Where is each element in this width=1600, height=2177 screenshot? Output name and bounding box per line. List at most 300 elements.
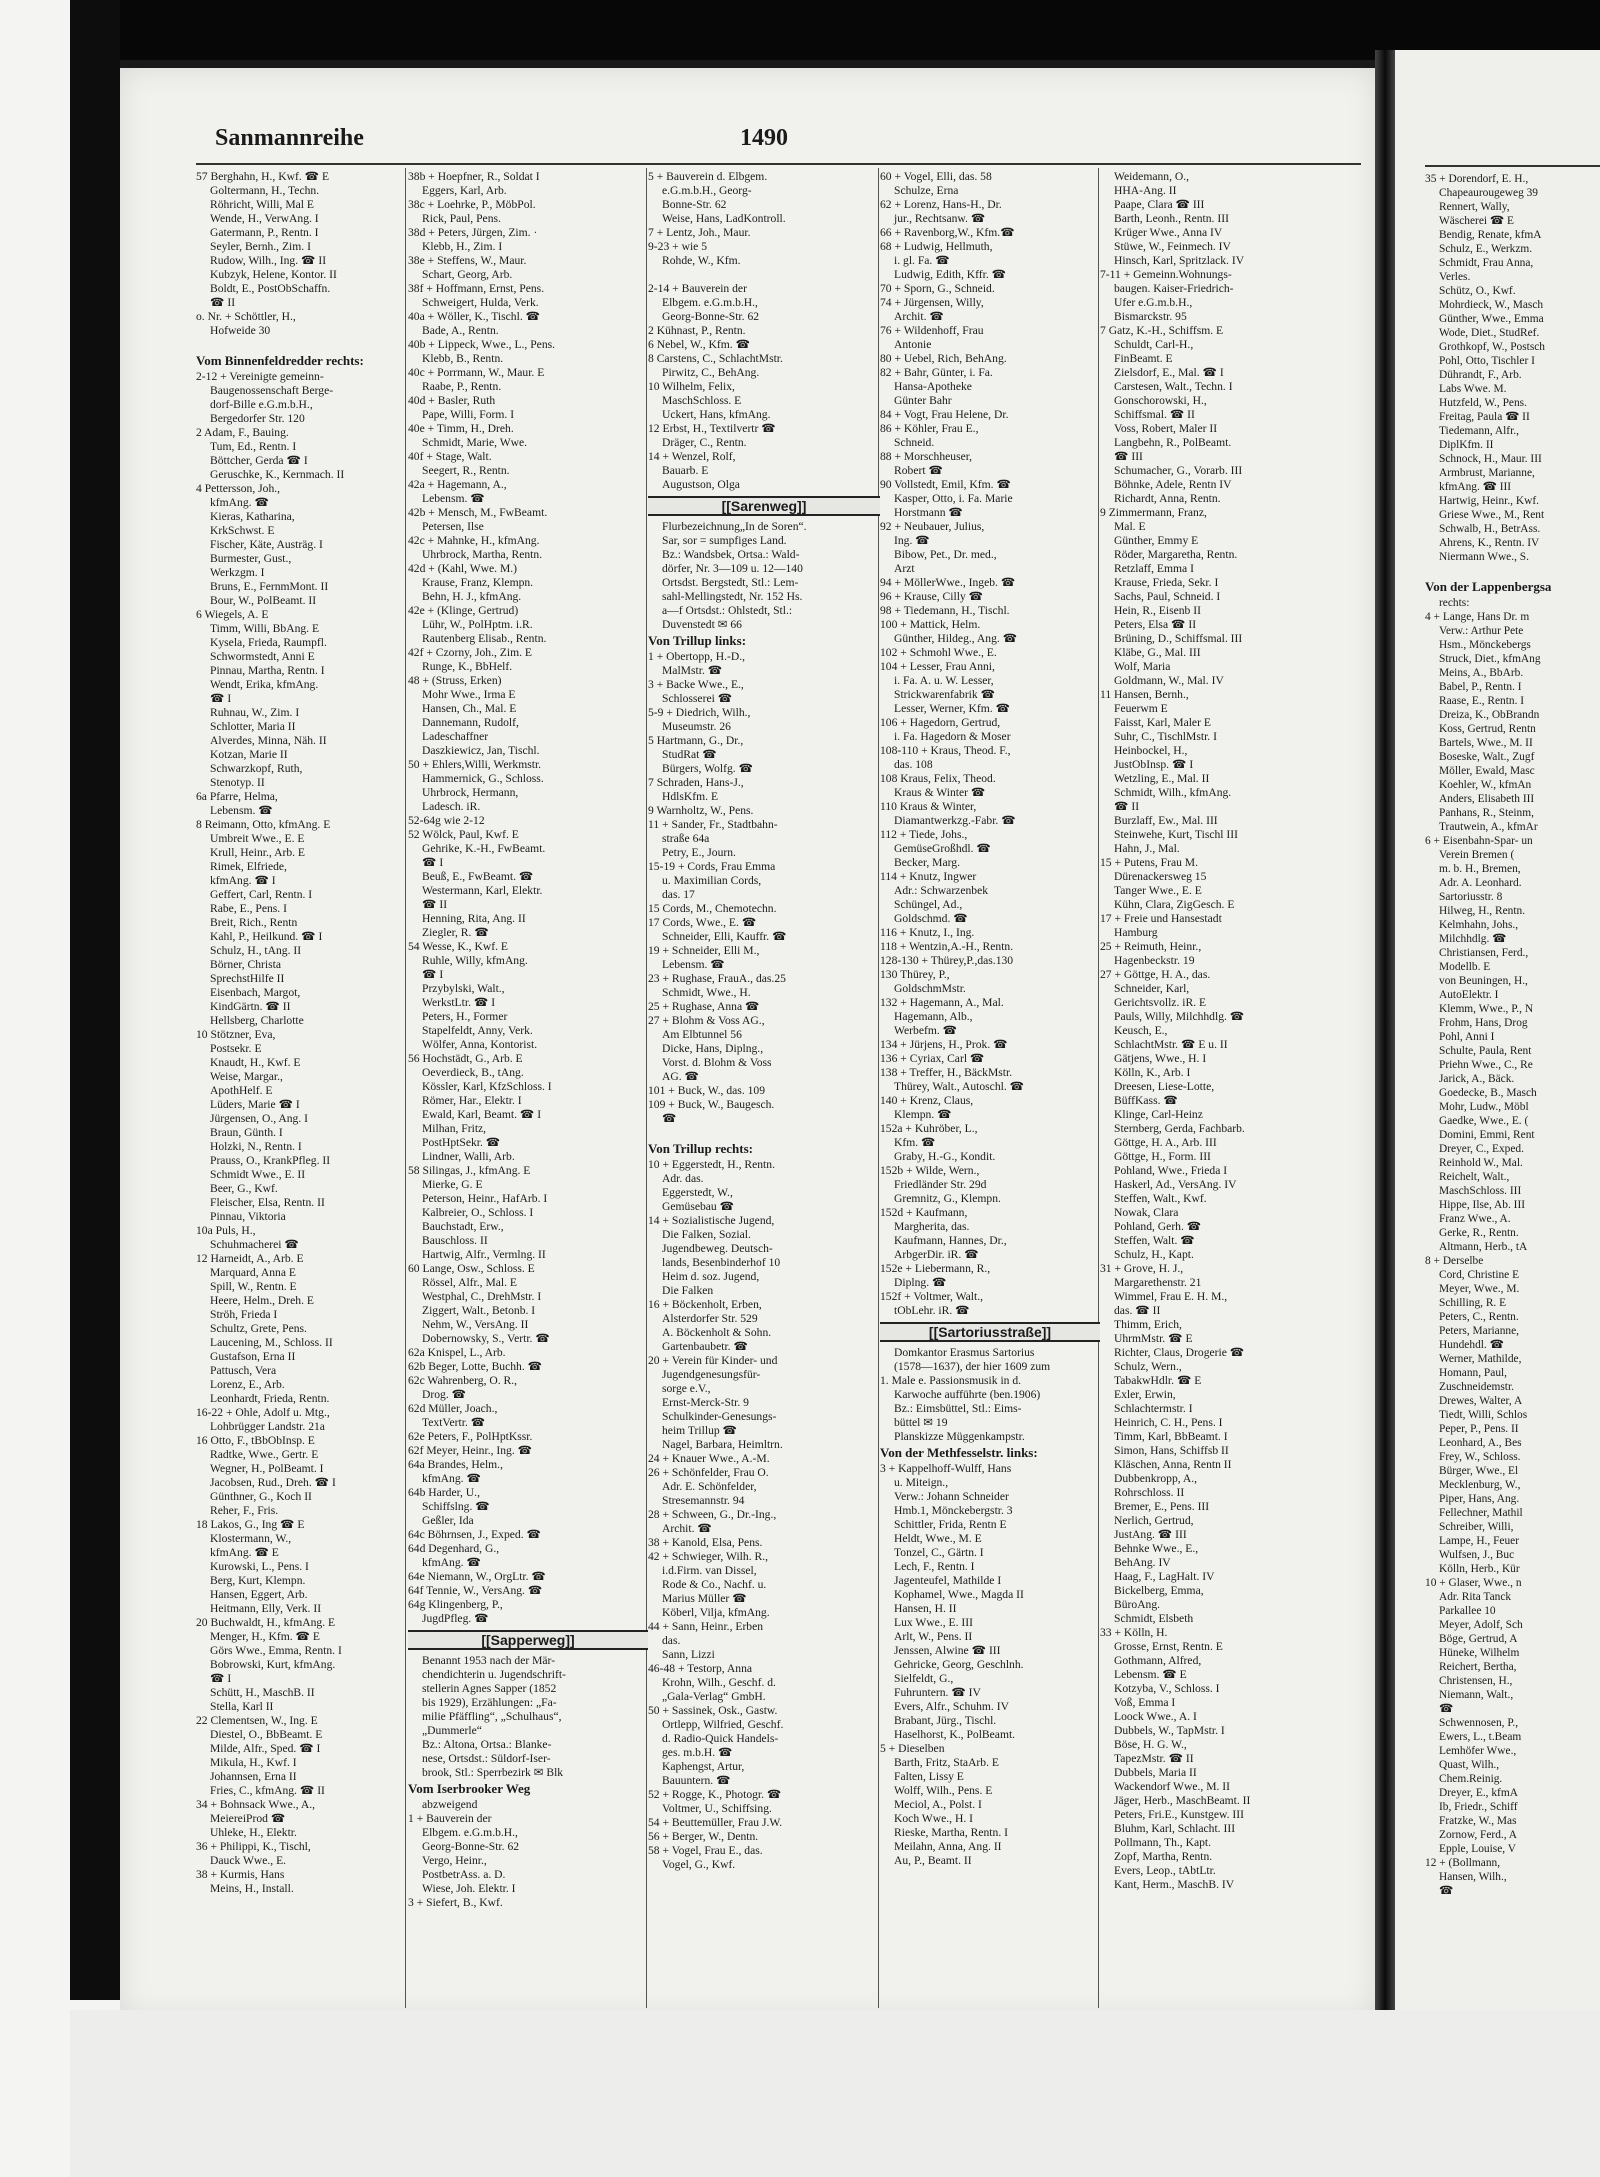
resident-entry: Planskizze Müggenkampstr. (894, 1430, 1025, 1443)
resident-entry: Lesser, Werner, Kfm. ☎ (894, 702, 1011, 715)
resident-entry: Wolf, Maria (1114, 660, 1171, 673)
resident-entry: Peters, Marianne, (1439, 1325, 1520, 1337)
resident-entry: ☎ II (422, 898, 448, 911)
house-number-entry: 38d + Peters, Jürgen, Zim. · (408, 226, 538, 239)
resident-entry: Kotzyba, V., Schloss. I (1114, 1682, 1220, 1695)
resident-entry: Hippe, Ilse, Ab. III (1439, 1199, 1526, 1211)
resident-entry: Zuschneidemstr. (1439, 1381, 1514, 1393)
resident-entry: A. Böckenholt & Sohn. (662, 1326, 772, 1339)
resident-entry: Vogel, G., Kwf. (662, 1858, 736, 1871)
resident-entry: Margarethenstr. 21 (1114, 1276, 1202, 1289)
resident-entry: Voltmer, U., Schiffsing. (662, 1802, 772, 1815)
resident-entry: Wode, Diet., StudRef. (1439, 327, 1540, 339)
resident-entry: Trautwein, A., kfmAr (1439, 821, 1538, 833)
resident-entry: Carstesen, Walt., Techn. I (1114, 380, 1233, 393)
resident-entry: Domini, Emmi, Rent (1439, 1129, 1535, 1141)
resident-entry: Dreyer, E., kfmA (1439, 1787, 1518, 1799)
resident-entry: Holzki, N., Rentn. I (210, 1140, 302, 1153)
house-number-entry: 48 + (Struss, Erken) (408, 674, 502, 687)
resident-entry: Rohde, W., Kfm. (662, 254, 741, 267)
resident-entry: Hmb.1, Mönckebergstr. 3 (894, 1504, 1013, 1517)
resident-entry: BüffKass. ☎ (1114, 1094, 1178, 1107)
house-number-entry: 1 + Obertopp, H.-D., (648, 650, 746, 663)
resident-entry: Mohr Wwe., Irma E (422, 688, 516, 701)
resident-entry: Anders, Elisabeth III (1439, 793, 1535, 805)
resident-entry: Milchhdlg. ☎ (1439, 933, 1507, 945)
resident-entry: MalMstr. ☎ (662, 664, 723, 677)
resident-entry: Schlosserei ☎ (662, 692, 733, 705)
resident-entry: Drewes, Walter, A (1439, 1395, 1523, 1407)
house-number-entry: 11 Hansen, Bernh., (1100, 688, 1189, 701)
resident-entry: Schumacher, G., Vorarb. III (1114, 464, 1243, 477)
resident-entry: Möller, Ewald, Masc (1439, 765, 1535, 777)
house-number-entry: 74 + Jürgensen, Willy, (880, 296, 984, 309)
resident-entry: Lebensm. ☎ E (1114, 1668, 1187, 1681)
resident-entry: Sachs, Paul, Schneid. I (1114, 590, 1221, 603)
resident-entry: Hellsberg, Charlotte (210, 1014, 304, 1027)
resident-entry: Rode & Co., Nachf. u. (662, 1578, 767, 1591)
resident-entry: Raase, E., Rentn. I (1439, 695, 1525, 707)
resident-entry: Heim d. soz. Jugend, (662, 1270, 760, 1283)
house-number-entry: 3 + Siefert, B., Kwf. (408, 1896, 503, 1909)
resident-entry: Frohm, Hans, Drog (1439, 1017, 1528, 1029)
resident-entry: Schuldt, Carl-H., (1114, 338, 1194, 351)
resident-entry: Jürgensen, O., Ang. I (210, 1112, 309, 1125)
house-number-entry: 40c + Porrmann, W., Maur. E (408, 366, 545, 379)
house-number-entry: 96 + Krause, Cilly ☎ (880, 590, 984, 603)
resident-entry: Meciol, A., Polst. I (894, 1798, 982, 1811)
column-rule (405, 168, 406, 2008)
house-number-entry: 33 + Kölln, H. (1100, 1626, 1168, 1639)
resident-entry: Schwormstedt, Anni E (210, 650, 315, 663)
house-number-entry: 2-12 + Vereinigte gemeinn- (196, 370, 324, 383)
resident-entry: Kurowski, L., Pens. I (210, 1560, 309, 1573)
resident-entry: Koss, Gertrud, Rentn (1439, 723, 1536, 735)
resident-entry: ges. m.b.H. ☎ (662, 1746, 733, 1759)
resident-entry: rechts: (1439, 597, 1470, 609)
house-number-entry: 104 + Lesser, Frau Anni, (880, 660, 995, 673)
resident-entry: sorge e.V., (662, 1382, 711, 1395)
resident-entry: Bour, W., PolBeamt. II (210, 594, 317, 607)
resident-entry: Benannt 1953 nach der Mär- (422, 1654, 556, 1667)
resident-entry: i.d.Firm. van Dissel, (662, 1564, 757, 1577)
resident-entry: Schnock, H., Maur. III (1439, 453, 1542, 465)
house-number-entry: 8 + Derselbe (1425, 1255, 1484, 1267)
resident-entry: Boldt, E., PostObSchaffn. (210, 282, 331, 295)
resident-entry: Wiese, Joh. Elektr. I (422, 1882, 516, 1895)
resident-entry: Die Falken, Sozial. (662, 1228, 751, 1241)
resident-entry: Dreiza, K., ObBrandn (1439, 709, 1540, 721)
resident-entry: WerkstLtr. ☎ I (422, 996, 496, 1009)
resident-entry: Ewald, Karl, Beamt. ☎ I (422, 1108, 542, 1121)
resident-entry: Kysela, Frieda, Raumpfl. (210, 636, 327, 649)
house-number-entry: 86 + Köhler, Frau E., (880, 422, 979, 435)
resident-entry: Böttcher, Gerda ☎ I (210, 454, 308, 467)
resident-entry: Schneid. (894, 436, 935, 449)
resident-entry: Raabe, P., Rentn. (422, 380, 502, 393)
resident-entry: Reichelt, Walt., (1439, 1171, 1510, 1183)
section-heading: Von der Lappenbergsa (1425, 579, 1552, 594)
resident-entry: Bluhm, Karl, Schlacht. III (1114, 1822, 1236, 1835)
resident-entry: Burmester, Gust., (210, 552, 292, 565)
resident-entry: ☎ II (1114, 800, 1140, 813)
page-number: 1490 (740, 125, 788, 151)
house-number-entry: 38 + Kanold, Elsa, Pens. (648, 1536, 763, 1549)
resident-entry: Cord, Christine E (1439, 1269, 1520, 1281)
resident-entry: Die Falken (662, 1284, 714, 1297)
resident-entry: Hamburg (1114, 926, 1158, 939)
resident-entry: Fellechner, Mathil (1439, 1507, 1523, 1519)
running-head-title: Sanmannreihe (215, 125, 364, 151)
resident-entry: Runge, K., BbHelf. (422, 660, 513, 673)
resident-entry: Przybylski, Walt., (422, 982, 505, 995)
resident-entry: Laucening, M., Schloss. II (210, 1336, 333, 1349)
resident-entry: Tiedemann, Alfr., (1439, 425, 1519, 437)
resident-entry: das. 17 (662, 888, 695, 901)
resident-entry: Panhans, R., Steinm, (1439, 807, 1534, 819)
resident-entry: Bonne-Str. 62 (662, 198, 727, 211)
resident-entry: Jugendgenesungsfür- (662, 1368, 761, 1381)
house-number-entry: 62c Wahrenberg, O. R., (408, 1374, 518, 1387)
resident-entry: Verw.: Johann Schneider (894, 1490, 1009, 1503)
house-number-entry: 6 Wiegels, A. E (196, 608, 269, 621)
resident-entry: Uhleke, H., Elektr. (210, 1826, 297, 1839)
house-number-entry: 110 Kraus & Winter, (880, 800, 977, 813)
house-number-entry: 40a + Wöller, K., Tischl. ☎ (408, 310, 541, 323)
section-heading: Von Trillup rechts: (648, 1141, 753, 1156)
house-number-entry: 17 + Freie und Hansestadt (1100, 912, 1222, 925)
resident-entry: DiplKfm. II (1439, 439, 1494, 451)
resident-entry: ☎ (1439, 1885, 1454, 1897)
house-number-entry: 40f + Stage, Walt. (408, 450, 492, 463)
resident-entry: Krohn, Wilh., Geschf. d. (662, 1676, 776, 1689)
resident-entry: Archit. ☎ (894, 310, 944, 323)
resident-entry: Gustafson, Erna II (210, 1350, 296, 1363)
resident-entry (1425, 564, 1600, 578)
resident-entry: Am Elbtunnel 56 (662, 1028, 742, 1041)
resident-entry: Pirwitz, C., BehAng. (662, 366, 760, 379)
resident-entry: Hansen, Eggert, Arb. (210, 1588, 308, 1601)
resident-entry: Lech, F., Rentn. I (894, 1560, 975, 1573)
resident-entry: Vergo, Heinr., (422, 1854, 487, 1867)
resident-entry: Jugendbeweg. Deutsch- (662, 1242, 773, 1255)
resident-entry: Bz.: Eimsbüttel, Stl.: Eims- (894, 1402, 1022, 1415)
house-number-entry: 34 + Bohnsack Wwe., A., (196, 1798, 316, 1811)
resident-entry: Jarick, A., Bäck. (1439, 1073, 1515, 1085)
resident-entry: Chapeaurougeweg 39 (1439, 187, 1539, 199)
resident-entry: Ruhnau, W., Zim. I (210, 706, 300, 719)
resident-entry: Kraus & Winter ☎ (894, 786, 986, 799)
house-number-entry: 42e + (Klinge, Gertrud) (408, 604, 519, 617)
house-number-entry: 152f + Voltmer, Walt., (880, 1290, 984, 1303)
resident-entry: Ziegler, R. ☎ (422, 926, 489, 939)
resident-entry: Pohland, Gerh. ☎ (1114, 1220, 1202, 1233)
house-number-entry: 12 Erbst, H., Textilvertr ☎ (648, 422, 776, 435)
resident-entry: Ziggert, Walt., Betonb. I (422, 1304, 536, 1317)
resident-entry: Zopf, Martha, Rentn. (1114, 1850, 1213, 1863)
resident-entry: Schütz, O., Kwf. (1439, 285, 1516, 297)
resident-entry: Bauuntern. ☎ (662, 1774, 731, 1787)
resident-entry: kfmAng. ☎ E (210, 1546, 279, 1559)
resident-entry: Graby, H.-G., Kondit. (894, 1150, 996, 1163)
resident-entry: Gerke, R., Rentn. (1439, 1227, 1519, 1239)
resident-entry: Adr. E. Schönfelder, (662, 1480, 757, 1493)
house-number-entry: 130 Thürey, P., (880, 968, 950, 981)
house-number-entry: 64g Klingenberg, P., (408, 1598, 503, 1611)
house-number-entry: 8 Reimann, Otto, kfmAng. E (196, 818, 331, 831)
house-number-entry: 112 + Tiede, Johs., (880, 828, 968, 841)
resident-entry: bis 1929), Erzählungen: „Fa- (422, 1696, 557, 1709)
house-number-entry: 56 Hochstädt, G., Arb. E (408, 1052, 523, 1065)
resident-entry: Westphal, C., DrehMstr. I (422, 1290, 542, 1303)
resident-entry: Wetzling, E., Mal. II (1114, 772, 1210, 785)
resident-entry: Nerlich, Gertrud, (1114, 1514, 1194, 1527)
resident-entry: Fries, C., kfmAng. ☎ II (210, 1784, 325, 1797)
resident-entry: Schmidt, Wwe., H. (662, 986, 751, 999)
resident-entry: Kölln, Herb., Kür (1439, 1563, 1520, 1575)
resident-entry: Zornow, Ferd., A (1439, 1829, 1518, 1841)
resident-entry: Reinhold W., Mal. (1439, 1157, 1523, 1169)
resident-entry: Hartwig, Heinr., Kwf. (1439, 495, 1539, 507)
resident-entry: Stüwe, W., Feinmech. IV (1114, 240, 1231, 253)
house-number-entry: 11 + Sander, Fr., Stadtbahn- (648, 818, 778, 831)
resident-entry: SchlachtMstr. ☎ E u. II (1114, 1038, 1228, 1051)
resident-entry: Krull, Heinr., Arb. E (210, 846, 305, 859)
house-number-entry: 15 + Putens, Frau M. (1100, 856, 1199, 869)
resident-entry: Lindner, Walli, Arb. (422, 1150, 515, 1163)
resident-entry: chendichterin u. Jugendschrift- (422, 1668, 566, 1681)
resident-entry: Petry, E., Journ. (662, 846, 736, 859)
resident-entry: Parkallee 10 (1439, 1605, 1496, 1617)
resident-entry: Marquard, Anna E (210, 1266, 296, 1279)
resident-entry: Weise, Hans, LadKontroll. (662, 212, 786, 225)
resident-entry: Hilweg, H., Rentn. (1439, 905, 1526, 917)
house-number-entry: 10 + Glaser, Wwe., n (1425, 1577, 1522, 1589)
resident-entry: Barth, Fritz, StaArb. E (894, 1756, 999, 1769)
house-number-entry: 60 + Vogel, Elli, das. 58 (880, 170, 992, 183)
resident-entry: Verw.: Arthur Pete (1439, 625, 1524, 637)
resident-entry: Schlotter, Maria II (210, 720, 296, 733)
resident-entry: BehAng. IV (1114, 1556, 1171, 1569)
house-number-entry: 90 Vollstedt, Emil, Kfm. ☎ (880, 478, 1011, 491)
resident-entry: lands, Besenbinderhof 10 (662, 1256, 781, 1269)
resident-entry: Mohrdieck, W., Masch (1439, 299, 1544, 311)
resident-entry: Alverdes, Minna, Näh. II (210, 734, 327, 747)
resident-entry: Kahl, P., Heilkund. ☎ I (210, 930, 323, 943)
resident-entry: Hagenbeckstr. 19 (1114, 954, 1195, 967)
resident-entry: Schütt, H., MaschB. II (210, 1686, 315, 1699)
resident-entry: Schüngel, Ad., (894, 898, 963, 911)
resident-entry: von Beuningen, H., (1439, 975, 1528, 987)
resident-entry: Bürger, Wwe., El (1439, 1465, 1519, 1477)
resident-entry: Hsm., Mönckebergs (1439, 639, 1531, 651)
house-number-entry: 5 Hartmann, G., Dr., (648, 734, 744, 747)
resident-entry: Sielfeldt, G., (894, 1672, 954, 1685)
resident-entry: Kotzan, Marie II (210, 748, 288, 761)
house-number-entry: 40b + Lippeck, Wwe., L., Pens. (408, 338, 556, 351)
resident-entry: Spill, W., Rentn. E (210, 1280, 297, 1293)
resident-entry: Jäger, Herb., MaschBeamt. II (1114, 1794, 1251, 1807)
resident-entry: Priehn Wwe., C., Re (1439, 1059, 1533, 1071)
resident-entry: Voss, Robert, Maler II (1114, 422, 1218, 435)
resident-entry: Ladesch. iR. (422, 800, 481, 813)
house-number-entry: 12 + (Bollmann, (1425, 1857, 1501, 1869)
house-number-entry: 10a Puls, H., (196, 1224, 256, 1237)
resident-entry: kfmAng. ☎ III (1439, 481, 1512, 493)
resident-entry: Falten, Lissy E (894, 1770, 964, 1783)
resident-entry: Stenotyp. II (210, 776, 265, 789)
resident-entry: Kläbe, G., Mal. III (1114, 646, 1201, 659)
house-number-entry: 4 Pettersson, Joh., (196, 482, 281, 495)
house-number-entry: 42f + Czorny, Joh., Zim. E (408, 646, 532, 659)
resident-entry: Arzt (894, 562, 915, 575)
resident-entry: Peters, C., Rentn. (1439, 1311, 1519, 1323)
house-number-entry: 52 Wölck, Paul, Kwf. E (408, 828, 519, 841)
resident-entry: Lemhöfer Wwe., (1439, 1745, 1517, 1757)
resident-entry: Ortsdst. Bergstedt, Stl.: Lem- (662, 576, 799, 589)
resident-entry: Richter, Claus, Drogerie ☎ (1114, 1346, 1245, 1359)
resident-entry: ☎ I (210, 692, 232, 705)
resident-entry: Goldschmd. ☎ (894, 912, 968, 925)
resident-entry: stellerin Agnes Sapper (1852 (422, 1682, 557, 1695)
resident-entry: Prauss, O., KrankPfleg. II (210, 1154, 331, 1167)
directory-column-4 (880, 170, 1100, 2010)
house-number-entry: 52 + Rogge, K., Photogr. ☎ (648, 1788, 782, 1801)
resident-entry: Bauchstadt, Erw., (422, 1220, 504, 1233)
house-number-entry: 2 Kühnast, P., Rentn. (648, 324, 746, 337)
resident-entry: KindGärtn. ☎ II (210, 1000, 291, 1013)
resident-entry: Hein, R., Eisenb II (1114, 604, 1201, 617)
scan-frame-bottom (70, 2010, 1600, 2177)
resident-entry: Braun, Günth. I (210, 1126, 283, 1139)
resident-entry: e.G.m.b.H., Georg- (662, 184, 752, 197)
resident-entry: Bruns, E., FernmMont. II (210, 580, 329, 593)
resident-entry: Dreyer, C., Exped. (1439, 1143, 1524, 1155)
resident-entry: Bz.: Wandsbek, Ortsa.: Wald- (662, 548, 800, 561)
resident-entry: Fratzke, W., Mas (1439, 1815, 1517, 1827)
house-number-entry: 80 + Uebel, Rich, BehAng. (880, 352, 1007, 365)
resident-entry: Loock Wwe., A. I (1114, 1710, 1197, 1723)
resident-entry: Ortlepp, Wilfried, Geschf. (662, 1718, 784, 1731)
resident-entry: Milde, Alfr., Sped. ☎ I (210, 1742, 321, 1755)
resident-entry: Pattusch, Vera (210, 1364, 277, 1377)
resident-entry: Faisst, Karl, Maler E (1114, 716, 1211, 729)
resident-entry: Klebb, B., Rentn. (422, 352, 504, 365)
resident-entry: Schmidt, Marie, Wwe. (422, 436, 528, 449)
resident-entry: Schuhmacherei ☎ (210, 1238, 299, 1251)
resident-entry: Kophamel, Wwe., Magda II (894, 1588, 1024, 1601)
resident-entry: Günthner, G., Koch II (210, 1490, 312, 1503)
resident-entry: Schiffsmal. ☎ II (1114, 408, 1195, 421)
resident-entry: ☎ I (422, 856, 444, 869)
resident-entry: Archit. ☎ (662, 1522, 712, 1535)
resident-entry: Rabe, E., Pens. I (210, 902, 287, 915)
resident-entry: Ahrens, K., Rentn. IV (1439, 537, 1540, 549)
resident-entry: brook, Stl.: Sperrbezirk ✉ Blk (422, 1766, 564, 1779)
resident-entry: Oeverdieck, B., tAng. (422, 1066, 524, 1079)
resident-entry: kfmAng. ☎ (422, 1556, 481, 1569)
house-number-entry: 6 + Eisenbahn-Spar- un (1425, 835, 1533, 847)
resident-entry: Geruschke, K., Kernmach. II (210, 468, 345, 481)
resident-entry: Dicke, Hans, Diplng., (662, 1042, 764, 1055)
house-number-entry: 62 + Lorenz, Hans-H., Dr. (880, 198, 1002, 211)
section-heading: Vom Binnenfeldredder rechts: (196, 353, 364, 368)
resident-entry: Ludwig, Edith, Kffr. ☎ (894, 268, 1007, 281)
resident-entry: Pohl, Otto, Tischler I (1439, 355, 1535, 367)
resident-entry: Heitmann, Elly, Verk. II (210, 1602, 322, 1615)
resident-entry: Timm, Willi, BbAng. E (210, 622, 320, 635)
resident-entry: Niemann, Walt., (1439, 1689, 1514, 1701)
resident-entry: Gonschorowski, H., (1114, 394, 1207, 407)
resident-entry: Zielsdorf, E., Mal. ☎ I (1114, 366, 1224, 379)
header-rule (196, 163, 1361, 165)
house-number-entry: 9-23 + wie 5 (648, 240, 708, 253)
house-number-entry: 64f Tennie, W., VersAng. ☎ (408, 1584, 543, 1597)
resident-entry: Schulz, H., Kapt. (1114, 1248, 1194, 1261)
resident-entry: Keusch, E., (1114, 1024, 1168, 1037)
house-number-entry: 10 + Eggerstedt, H., Rentn. (648, 1158, 775, 1171)
resident-entry: Verles. (1439, 271, 1471, 283)
resident-entry: Pohl, Anni I (1439, 1031, 1495, 1043)
resident-entry: u. Miteign., (894, 1476, 949, 1489)
house-number-entry: 152a + Kuhröber, L., (880, 1122, 978, 1135)
resident-entry: Hansen, H. II (894, 1602, 957, 1615)
house-number-entry: 57 Berghahn, H., Kwf. ☎ E (196, 170, 330, 183)
resident-entry (648, 1126, 880, 1140)
house-number-entry: 109 + Buck, W., Baugesch. (648, 1098, 775, 1111)
resident-entry: Rautenberg Elisab., Rentn. (422, 632, 547, 645)
resident-entry: Hagemann, Alb., (894, 1010, 973, 1023)
resident-entry: Bickelberg, Emma, (1114, 1584, 1204, 1597)
resident-entry: Ruhle, Willy, kfmAng. (422, 954, 528, 967)
resident-entry: JustAng. ☎ III (1114, 1528, 1187, 1541)
resident-entry: Sternberg, Gerda, Fachbarb. (1114, 1122, 1245, 1135)
house-number-entry: 25 + Rughase, Anna ☎ (648, 1000, 760, 1013)
resident-entry: Koch Wwe., H. I (894, 1812, 973, 1825)
resident-entry: HdlsKfm. E (662, 790, 719, 803)
resident-entry: StudRat ☎ (662, 748, 717, 761)
house-number-entry: 8 Carstens, C., SchlachtMstr. (648, 352, 783, 365)
resident-entry: Lampe, H., Feuer (1439, 1535, 1520, 1547)
resident-entry: tObLehr. iR. ☎ (894, 1304, 970, 1317)
resident-entry: Peters, Fri.E., Kunstgew. III (1114, 1808, 1244, 1821)
resident-entry: baugen. Kaiser-Friedrich- (1114, 282, 1234, 295)
resident-entry: Sann, Lizzi (662, 1648, 715, 1661)
resident-entry: Bismarckstr. 95 (1114, 310, 1187, 323)
house-number-entry: 36 + Philippi, K., Tischl, (196, 1840, 311, 1853)
resident-entry: Behnke Wwe., E., (1114, 1542, 1199, 1555)
resident-entry: Meins, H., Install. (210, 1882, 294, 1895)
resident-entry: Freitag, Paula ☎ II (1439, 411, 1530, 423)
resident-entry: Schweigert, Hulda, Verk. (422, 296, 539, 309)
directory-column-2 (408, 170, 648, 2010)
resident-entry: Lühr, W., PolHptm. i.R. (422, 618, 533, 631)
resident-entry: Bauarb. E (662, 464, 709, 477)
resident-entry: Peters, H., Former (422, 1010, 508, 1023)
resident-entry: Boseske, Walt., Zugf (1439, 751, 1535, 763)
house-number-entry: 26 + Schönfelder, Frau O. (648, 1466, 769, 1479)
resident-entry: Dreesen, Liese-Lotte, (1114, 1080, 1215, 1093)
resident-entry (648, 268, 880, 282)
resident-entry: JustObInsp. ☎ I (1114, 758, 1194, 771)
resident-entry: Stapelfeldt, Anny, Verk. (422, 1024, 533, 1037)
resident-entry: Rieske, Martha, Rentn. I (894, 1826, 1008, 1839)
house-number-entry: 20 Buchwaldt, H., kfmAng. E (196, 1616, 336, 1629)
house-number-entry: 62b Beger, Lotte, Buchh. ☎ (408, 1360, 543, 1373)
resident-entry: Meyer, Adolf, Sch (1439, 1619, 1523, 1631)
resident-entry: Bürgers, Wolfg. ☎ (662, 762, 754, 775)
directory-column-3 (648, 170, 880, 2010)
